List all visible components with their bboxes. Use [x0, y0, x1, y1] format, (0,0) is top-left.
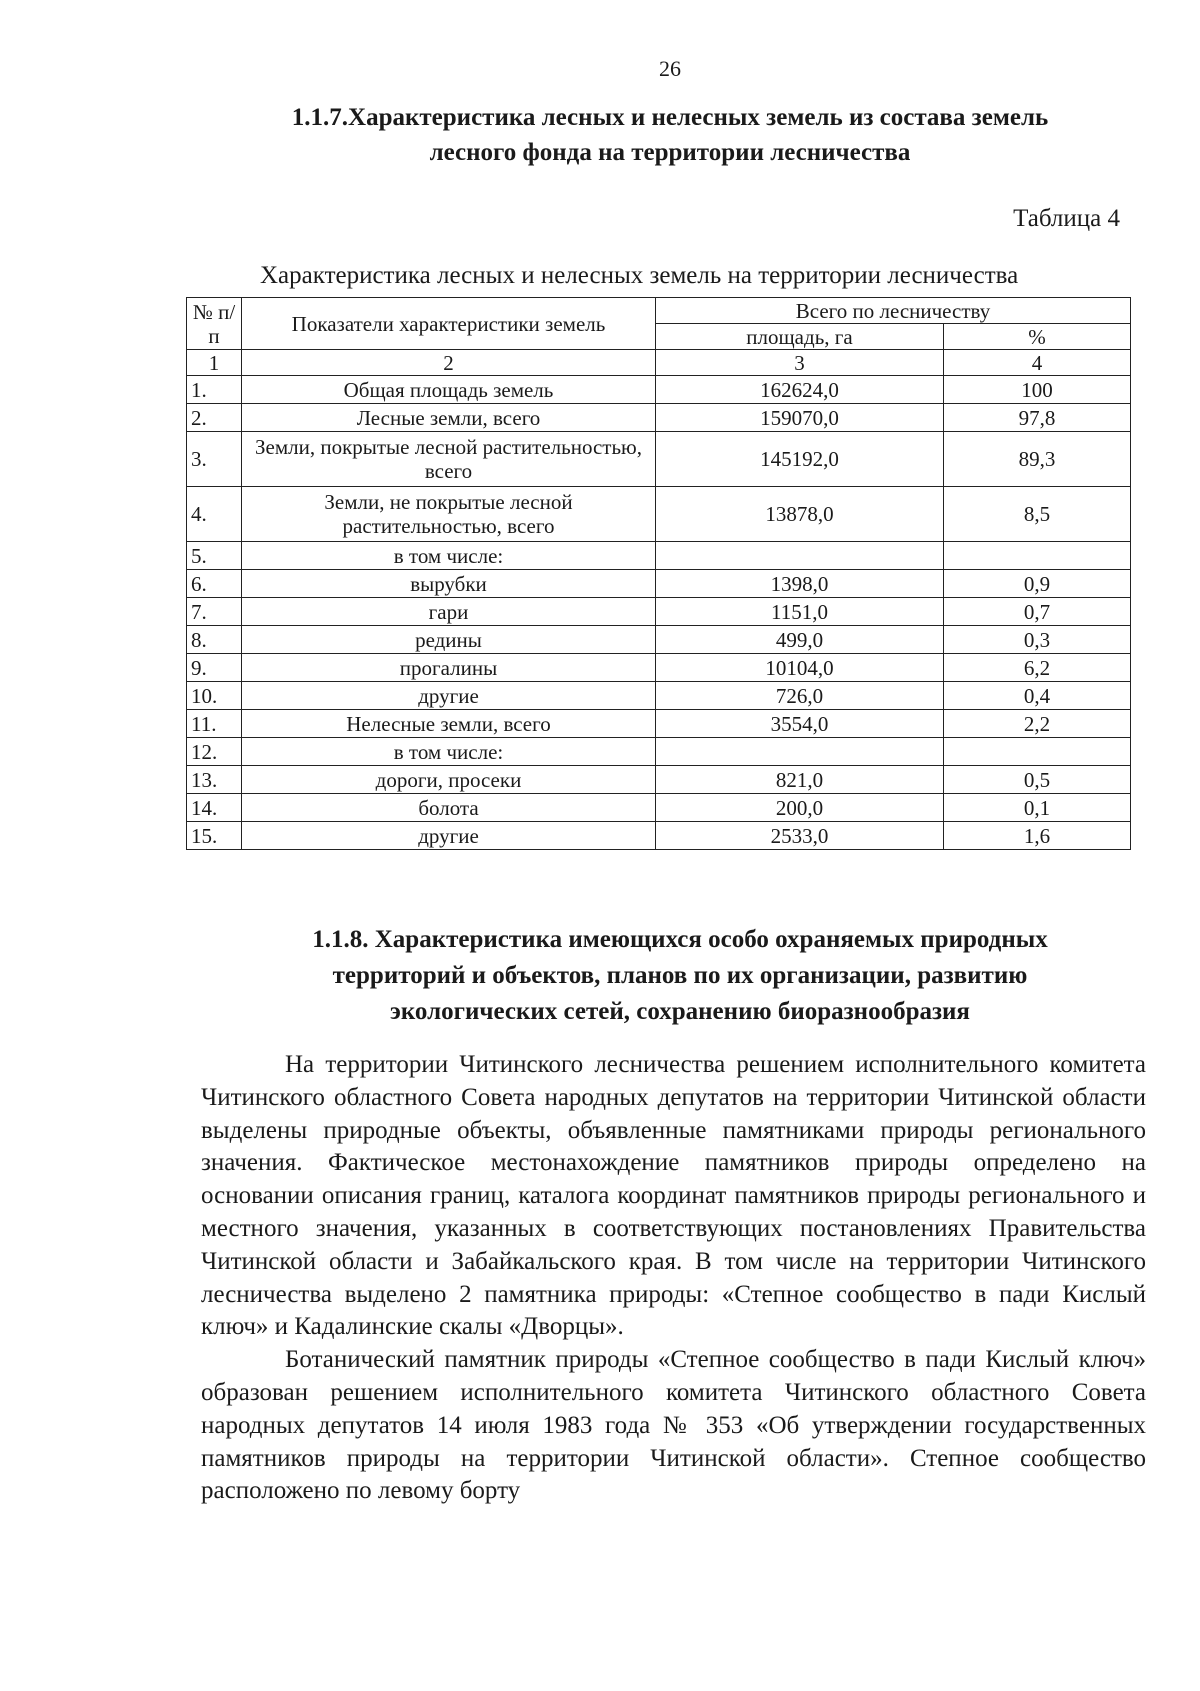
row-indicator: другие [242, 682, 656, 710]
table-row [187, 598, 1131, 626]
row-number: 15. [187, 822, 242, 850]
column-number: 3 [656, 350, 944, 376]
row-number: 4. [187, 487, 242, 542]
header-indicators: Показатели характеристики земель [242, 298, 656, 350]
row-percent: 0,1 [944, 794, 1131, 822]
row-number: 9. [187, 654, 242, 682]
table-row [187, 654, 1131, 682]
table-row [187, 376, 1131, 404]
row-number: 1. [187, 376, 242, 404]
row-percent: 2,2 [944, 710, 1131, 738]
row-area: 821,0 [656, 766, 944, 794]
section-heading-line: экологических сетей, сохранению биоразнообразия [390, 998, 970, 1025]
table-row [187, 710, 1131, 738]
row-area: 13878,0 [656, 487, 944, 542]
row-number: 8. [187, 626, 242, 654]
row-percent: 0,3 [944, 626, 1131, 654]
header-percent: % [944, 324, 1131, 350]
table-row [187, 626, 1131, 654]
section-heading-line: лесного фонда на территории лесничества [429, 139, 911, 166]
row-percent [944, 542, 1131, 570]
header-total: Всего по лесничеству [656, 298, 1131, 324]
section-heading-line: 1.1.7.Характеристика лесных и нелесных земель из состава земель [291, 104, 1049, 131]
table-label: Таблица 4 [1013, 205, 1120, 232]
row-number: 10. [187, 682, 242, 710]
column-number: 1 [187, 350, 242, 376]
row-percent: 0,5 [944, 766, 1131, 794]
row-percent: 89,3 [944, 432, 1131, 487]
page-number: 26 [659, 56, 681, 81]
row-percent: 1,6 [944, 822, 1131, 850]
row-area: 200,0 [656, 794, 944, 822]
table-row [187, 432, 1131, 487]
row-number: 6. [187, 570, 242, 598]
table-row [187, 404, 1131, 432]
row-percent: 0,4 [944, 682, 1131, 710]
section-heading-1-1-7 [200, 100, 1140, 170]
row-number: 13. [187, 766, 242, 794]
row-area: 162624,0 [656, 376, 944, 404]
table-row [187, 766, 1131, 794]
row-number: 11. [187, 710, 242, 738]
row-number: 3. [187, 432, 242, 487]
table-row [187, 794, 1131, 822]
row-indicator: Лесные земли, всего [242, 404, 656, 432]
table-row [187, 542, 1131, 570]
row-percent: 97,8 [944, 404, 1131, 432]
row-area: 499,0 [656, 626, 944, 654]
paragraph: На территории Читинского лесничества решением исполнительного комитета Читинского областного Совета народных депутатов на территории Читинской области выделены природные объекты, объявленные памятниками природы регионального значения. Фактическое местонахождение памятников природы определено на основании описания границ, каталога координат памятников природы регионального и местного значения, указанных в соответствующих постановлениях Правительства Читинской области и Забайкальского края. В том числе на территории Читинского лесничества выделено 2 памятника природы: «Степное сообщество в пади Кислый ключ» и Кадалинские скалы «Дворцы». [201, 1051, 1146, 1341]
paragraph: Ботанический памятник природы «Степное сообщество в пади Кислый ключ» образован решением исполнительного комитета Читинского областного Совета народных депутатов 14 июля 1983 года № 353 «Об утверждении государственных памятников природы на территории Читинской области». Степное сообщество расположено по левому борту [201, 1346, 1146, 1505]
row-indicator: Общая площадь земель [242, 376, 656, 404]
row-number: 7. [187, 598, 242, 626]
row-indicator: в том числе: [242, 542, 656, 570]
row-area: 145192,0 [656, 432, 944, 487]
row-percent [944, 738, 1131, 766]
row-area: 1398,0 [656, 570, 944, 598]
table-row [187, 682, 1131, 710]
row-indicator: в том числе: [242, 738, 656, 766]
row-number: 14. [187, 794, 242, 822]
section-heading-line: территорий и объектов, планов по их организации, развитию [332, 962, 1028, 989]
row-percent: 0,7 [944, 598, 1131, 626]
table-row [187, 738, 1131, 766]
row-area: 3554,0 [656, 710, 944, 738]
header-area: площадь, га [656, 324, 944, 350]
row-indicator: болота [242, 794, 656, 822]
row-indicator: дороги, просеки [242, 766, 656, 794]
section-heading-line: 1.1.8. Характеристика имеющихся особо охраняемых природных [312, 926, 1048, 953]
column-number: 2 [242, 350, 656, 376]
row-indicator: Земли, не покрытые лесной растительностью, всего [242, 487, 656, 542]
row-number: 2. [187, 404, 242, 432]
row-area: 2533,0 [656, 822, 944, 850]
row-indicator: гари [242, 598, 656, 626]
row-indicator: другие [242, 822, 656, 850]
row-number: 5. [187, 542, 242, 570]
row-percent: 6,2 [944, 654, 1131, 682]
row-number: 12. [187, 738, 242, 766]
row-area: 726,0 [656, 682, 944, 710]
table-body [187, 376, 1131, 850]
column-number: 4 [944, 350, 1131, 376]
land-characteristics-table [186, 297, 1131, 850]
row-percent: 8,5 [944, 487, 1131, 542]
row-indicator: вырубки [242, 570, 656, 598]
row-area [656, 738, 944, 766]
table-caption: Характеристика лесных и нелесных земель на территории лесничества [260, 262, 1019, 289]
row-indicator: Земли, покрытые лесной растительностью, всего [242, 432, 656, 487]
section-heading-1-1-8 [240, 922, 1120, 1030]
table-row [187, 487, 1131, 542]
row-percent: 100 [944, 376, 1131, 404]
row-indicator: прогалины [242, 654, 656, 682]
row-indicator: Нелесные земли, всего [242, 710, 656, 738]
body-text [201, 1049, 1146, 1508]
row-area: 1151,0 [656, 598, 944, 626]
row-area: 159070,0 [656, 404, 944, 432]
row-percent: 0,9 [944, 570, 1131, 598]
table-row [187, 822, 1131, 850]
header-num: № п/п [187, 298, 242, 350]
row-area [656, 542, 944, 570]
table-row [187, 570, 1131, 598]
row-indicator: редины [242, 626, 656, 654]
row-area: 10104,0 [656, 654, 944, 682]
